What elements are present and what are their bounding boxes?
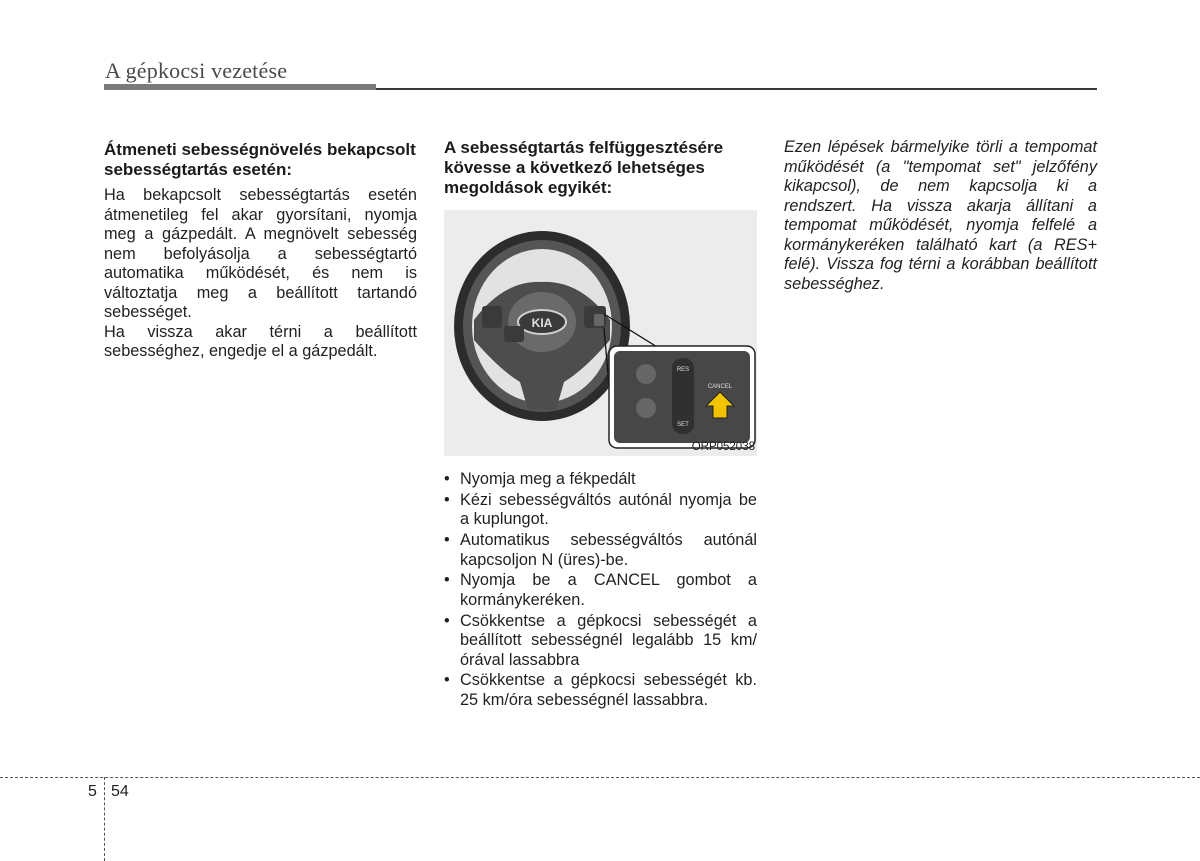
paragraph-return-speed: Ha vissza akar térni a beállított sebességhez, engedje el a gázpedált. [104,322,417,360]
paragraph-acceleration: Ha bekapcsolt sebességtartás esetén átmenetileg fel akar gyorsítani, nyomja meg a gázpedált. A megnövelt sebesség nem befolyásolja a sebességtartó automatika működését, és nem is változtatja meg a beállított tartandó sebességet. [104,186,417,321]
list-item: • Automatikus sebességváltós autónál kapcsoljon N (üres)-be. [444,531,757,569]
header-rule-thin [376,88,1097,90]
bullet-symbol: • [444,671,450,690]
list-item: • Csökkentse a gépkocsi sebességét kb. 25 km/óra sebességnél lassabbra. [444,671,757,709]
column-3 [784,138,1097,294]
list-item: • Csökkentse a gépkocsi sebességét a beállított sebességnél legalább 15 km/órával lassabbra [444,611,757,669]
bullet-symbol: • [444,571,450,590]
section-heading-temporary-acceleration: Átmeneti sebességnövelés bekapcsolt sebességtartás esetén: [104,140,416,179]
list-item: • Kézi sebességváltós autónál nyomja be a kuplungot. [444,490,757,529]
section-heading-cancel-cruise: A sebességtartás felfüggesztésére kövesse a következő lehetséges megoldások egyikét: [444,138,724,197]
steering-wheel-figure [444,210,757,456]
res-label: RES [676,367,690,373]
column-1 [104,138,417,362]
kia-logo-text: KIA [531,316,553,330]
page-header-title: A gépkocsi vezetése [105,58,288,83]
set-label: SET [677,422,689,428]
footer-vertical-rule [104,777,105,861]
list-item: • Nyomja meg a fékpedált [444,470,636,488]
cancel-methods-list [444,470,757,710]
page-number: 54 [111,783,129,800]
list-item: • Nyomja be a CANCEL gombot a kormánykeréken. [444,571,757,609]
figure-code: ORP052038 [691,441,755,453]
footer-rule [0,777,1200,778]
bullet-symbol: • [444,470,450,488]
bullet-symbol: • [444,490,450,509]
cancel-label: CANCEL [707,384,733,390]
section-number: 5 [88,783,97,800]
bullet-symbol: • [444,611,450,630]
bullet-symbol: • [444,531,450,550]
steering-wheel-illustration [444,210,757,456]
column-2 [444,138,757,712]
header-rule-thick [104,84,376,90]
paragraph-cancel-effect: Ezen lépések bármelyike törli a tempomat működését (a "tempomat set" jelzőfény kikapcsol), de nem kapcsolja ki a rendszert. Ha vissza akarja állítani a tempomat működését, nyomja felfelé a kormánykeréken található kart (a RES+ felé). Vissza fog térni a korábban beállított sebességhez. [784,138,1097,293]
